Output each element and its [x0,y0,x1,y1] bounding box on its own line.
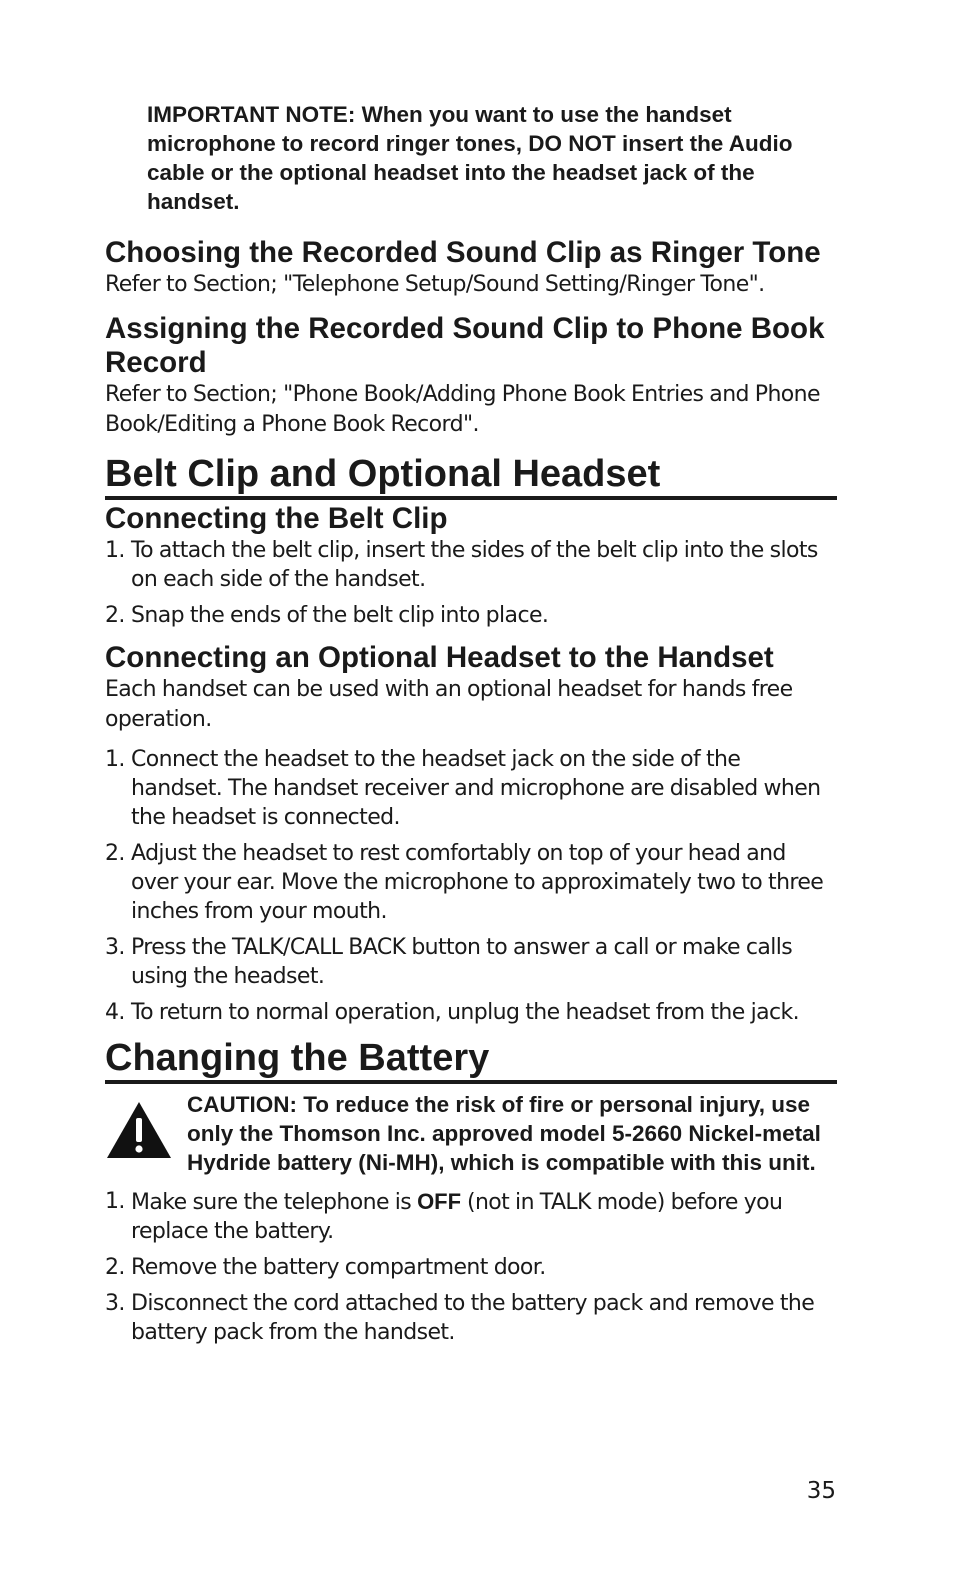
step-number: 3. [105,935,125,960]
connecting-headset-heading: Connecting an Optional Headset to the Handset [105,641,774,674]
step-number: 2. [105,1255,125,1280]
list-item [105,1289,837,1347]
connecting-belt-clip-heading: Connecting the Belt Clip [105,502,448,535]
step-text: Connect the headset to the headset jack on the side of the handset. The handset receiver and microphone are disabled when the headset is connected. [131,747,821,830]
caution-text: CAUTION: To reduce the risk of fire or personal injury, use only the Thomson Inc. approved model 5-2660 Nickel-metal Hydride battery (Ni-MH), which is compatible with this unit. [187,1092,821,1175]
step-number: 1. [105,747,125,772]
warning-triangle-icon [105,1100,175,1160]
step-number: 4. [105,1000,125,1025]
step-text: Disconnect the cord attached to the battery pack and remove the battery pack from the handset. [131,1291,815,1345]
list-item [105,1253,837,1282]
step-text: Press the TALK/CALL BACK button to answer a call or make calls using the headset. [131,935,793,989]
step-text-after: (not in TALK mode) before you replace the battery. [131,1190,783,1244]
assigning-phonebook-heading: Assigning the Recorded Sound Clip to Phone Book Record [105,312,825,379]
belt-clip-section-heading: Belt Clip and Optional Headset [105,452,837,500]
changing-battery-section-heading: Changing the Battery [105,1036,837,1084]
step-text-before: Make sure the telephone is [131,1190,418,1215]
step-number: 3. [105,1291,125,1316]
battery-steps [105,1187,837,1347]
step-number: 2. [105,841,125,866]
step-text: Adjust the headset to rest comfortably on top of your head and over your ear. Move the microphone to approximately two to three inches from your mouth. [131,841,824,924]
list-item [105,933,837,991]
list-item [105,601,837,630]
choosing-ringer-body: Refer to Section; "Telephone Setup/Sound Setting/Ringer Tone". [105,272,765,297]
step-text: To attach the belt clip, insert the sides of the belt clip into the slots on each side of the handset. [131,538,818,592]
list-item [105,998,837,1027]
step-text: Snap the ends of the belt clip into place. [131,603,549,628]
step-text: To return to normal operation, unplug the headset from the jack. [131,1000,800,1025]
step-number: 1. [105,538,125,563]
manual-page [105,100,837,1354]
list-item [105,745,837,832]
belt-clip-steps [105,536,837,630]
headset-steps [105,745,837,1027]
connecting-headset-intro: Each handset can be used with an optional headset for hands free operation. [105,677,793,732]
assigning-phonebook-body: Refer to Section; "Phone Book/Adding Phone Book Entries and Phone Book/Editing a Phone Book Record". [105,382,820,437]
list-item [105,536,837,594]
list-item [105,839,837,926]
list-item [105,1187,837,1246]
step-number: 2. [105,603,125,628]
page-number: 35 [806,1478,836,1504]
caution-block [105,1090,837,1177]
step-number: 1. [105,1189,125,1214]
step-text: Remove the battery compartment door. [131,1255,546,1280]
choosing-ringer-heading: Choosing the Recorded Sound Clip as Ringer Tone [105,236,821,269]
important-note: IMPORTANT NOTE: When you want to use the handset microphone to record ringer tones, DO NOT insert the Audio cable or the optional headset into the headset jack of the handset. [147,102,793,214]
off-emphasis: OFF [417,1189,462,1214]
